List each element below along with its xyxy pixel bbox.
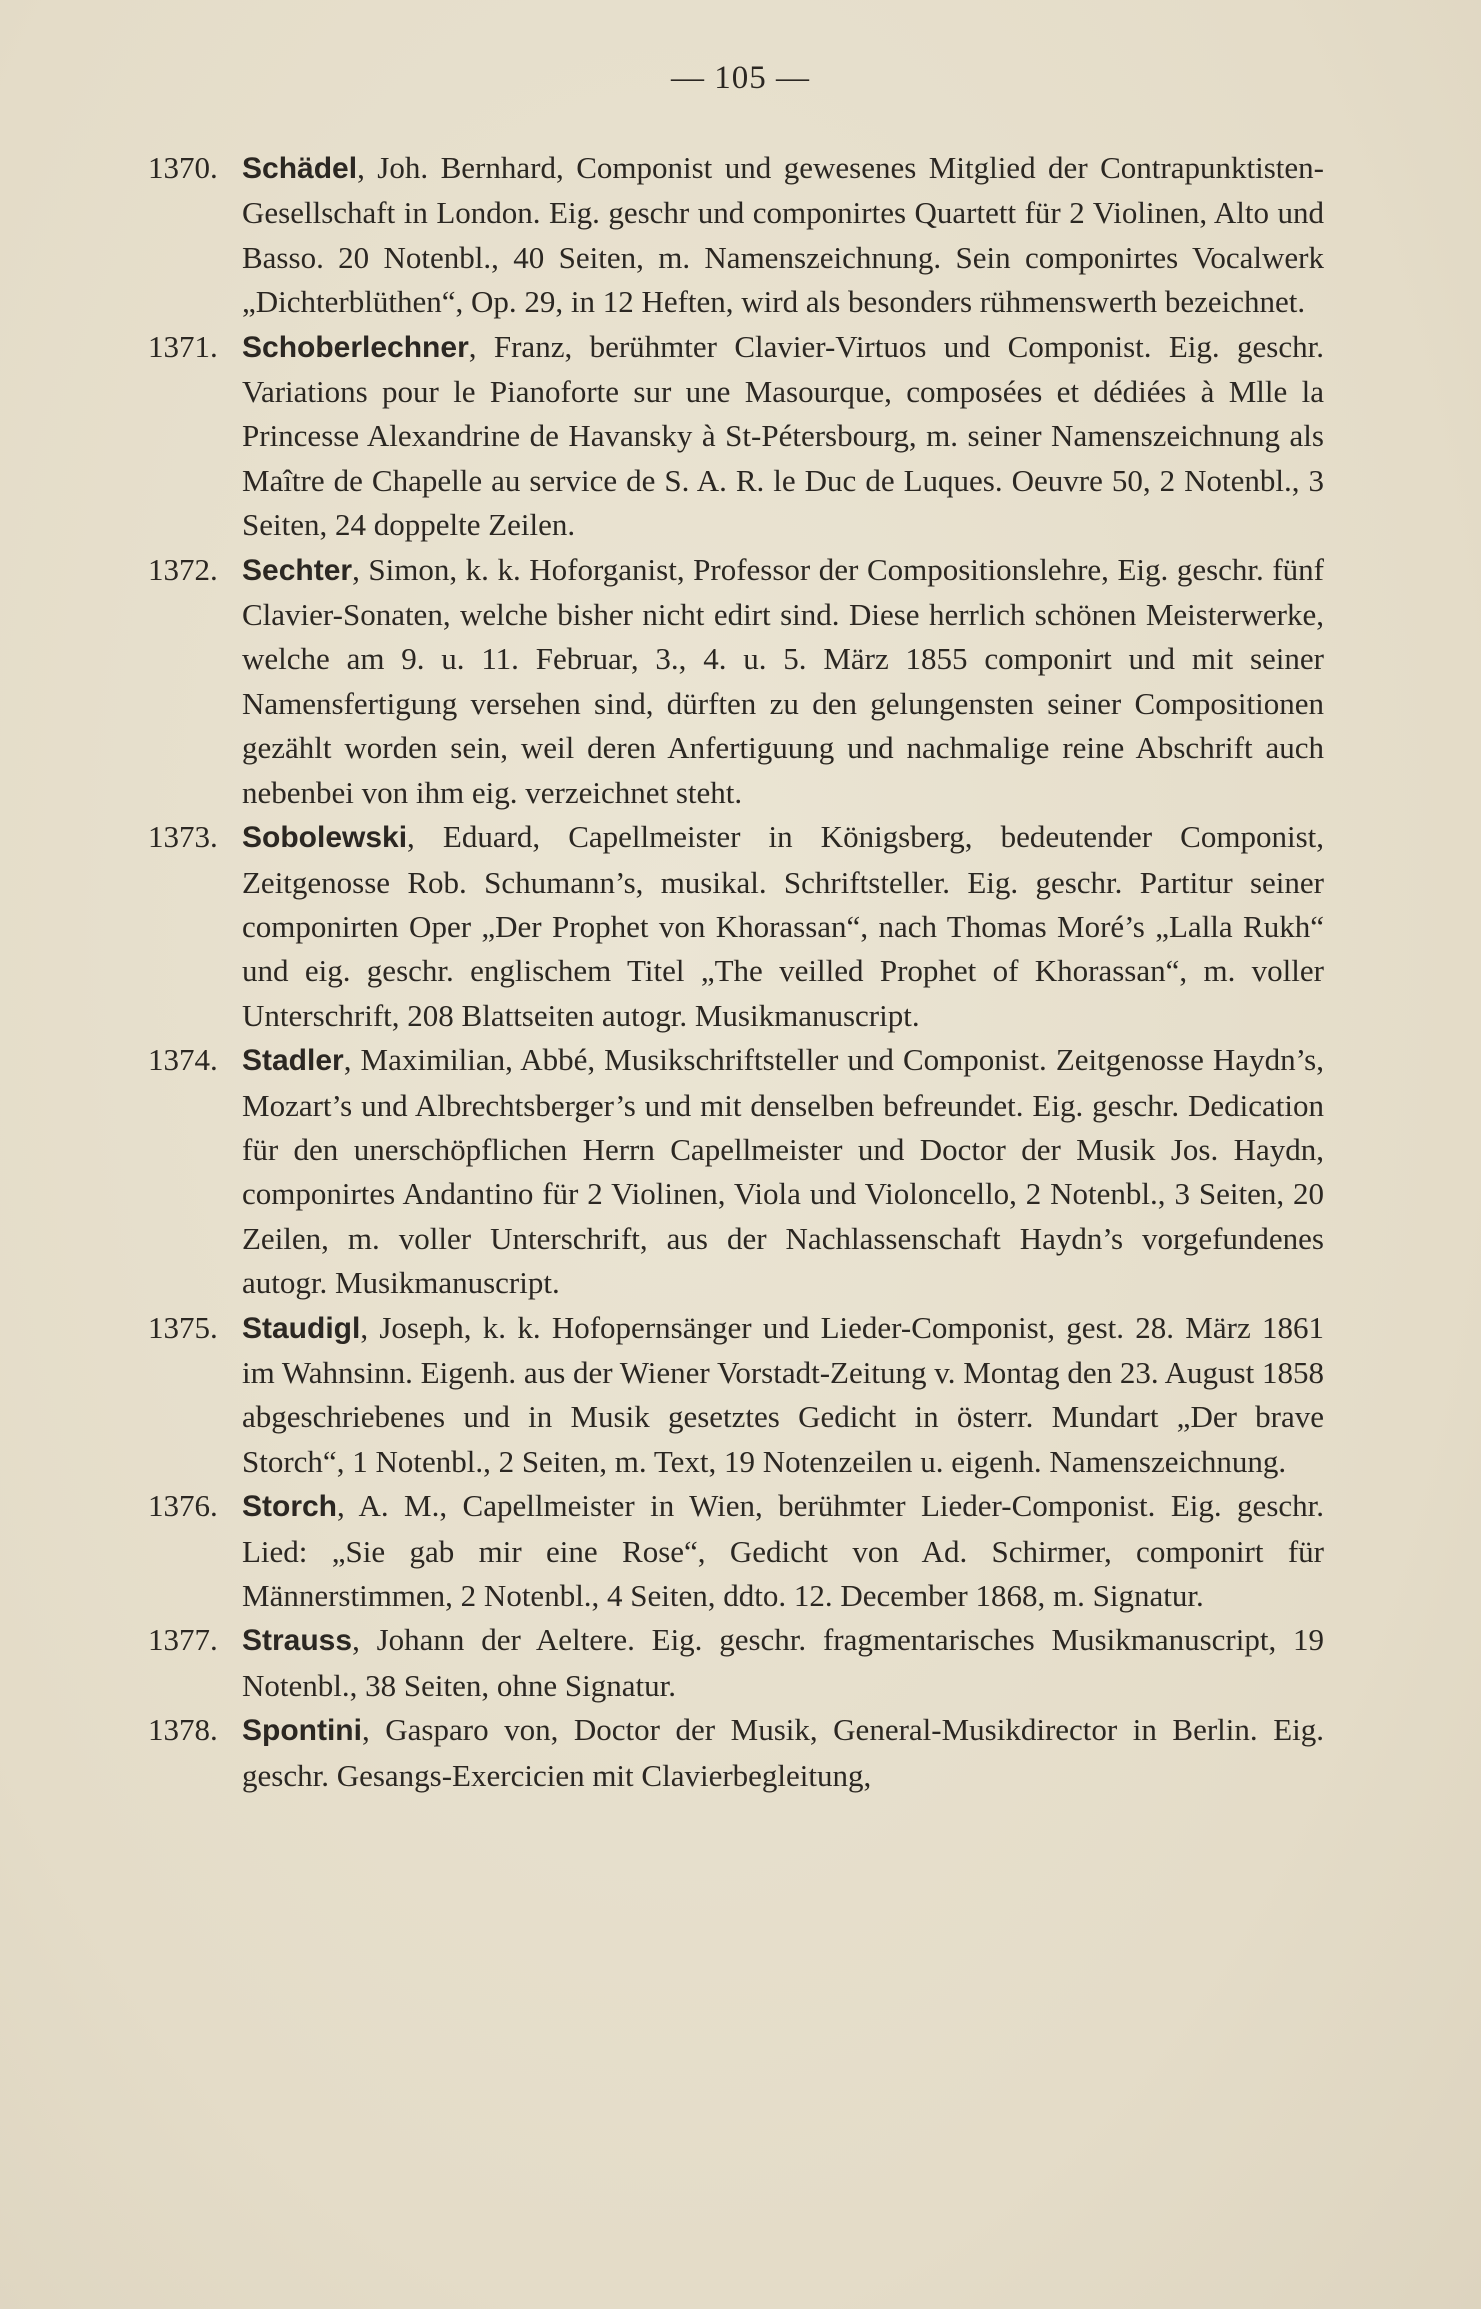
- entry-name: Sechter: [242, 553, 353, 587]
- entry-description: , Johann der Aeltere. Eig. geschr. fragmentarisches Musikmanuscript, 19 Notenbl., 38 Seiten, ohne Signatur.: [242, 1622, 1324, 1703]
- entry-number: 1377.: [148, 1622, 218, 1658]
- list-item: [148, 1306, 1324, 1485]
- list-item: [148, 325, 1324, 548]
- entry-description: , Joh. Bernhard, Componist und gewesenes Mitglied der Contrapunktisten-Gesellschaft in London. Eig. geschr und componirtes Quartett für 2 Violinen, Alto und Basso. 20 Notenbl., 40 Seiten, m. Namenszeichnung. Sein componirtes Vocalwerk „Dichterblüthen“, Op. 29, in 12 Heften, wird als besonders rühmenswerth bezeichnet.: [242, 150, 1324, 320]
- entry-name: Spontini: [242, 1714, 362, 1748]
- entry-text: [242, 1484, 1324, 1618]
- entry-description: , Maximilian, Abbé, Musikschriftsteller und Componist. Zeitgenosse Haydn’s, Mozart’s und Albrechtsberger’s und mit denselben befreundet. Eig. geschr. Dedication für den unerschöpflichen Herrn Capellmeister und Doctor der Musik Jos. Haydn, componirtes Andantino für 2 Violinen, Viola und Violoncello, 2 Notenbl., 3 Seiten, 20 Zeilen, m. voller Unterschrift, aus der Nachlassenschaft Haydn’s vorgefundenes autogr. Musikmanuscript.: [242, 1042, 1324, 1301]
- entry-description: , A. M., Capellmeister in Wien, berühmter Lieder-Componist. Eig. geschr. Lied: „Sie gab mir eine Rose“, Gedicht von Ad. Schirmer, componirt für Männerstimmen, 2 Notenbl., 4 Seiten, ddto. 12. December 1868, m. Signatur.: [242, 1488, 1324, 1613]
- entry-list: [148, 146, 1324, 1798]
- entry-number: 1373.: [148, 819, 218, 855]
- list-item: [148, 1618, 1324, 1708]
- entry-number: 1375.: [148, 1309, 218, 1345]
- list-item: [148, 1484, 1324, 1618]
- entry-text: [242, 1618, 1324, 1708]
- list-item: [148, 1708, 1324, 1798]
- entry-number: 1370.: [148, 150, 218, 185]
- entry-text: [242, 548, 1324, 815]
- entry-text: [242, 1708, 1324, 1798]
- entry-description: , Gasparo von, Doctor der Musik, General-Musikdirector in Berlin. Eig. geschr. Gesangs-Exercicien mit Clavierbegleitung,: [242, 1712, 1324, 1793]
- list-item: [148, 815, 1324, 1038]
- page-number: — 105 —: [671, 60, 810, 96]
- entry-number: 1372.: [148, 551, 218, 587]
- entry-name: Staudigl: [242, 1311, 361, 1345]
- entry-name: Storch: [242, 1490, 338, 1524]
- entry-name: Sobolewski: [242, 821, 408, 855]
- entry-name: Schoberlechner: [242, 330, 469, 364]
- entry-text: [242, 1306, 1324, 1485]
- entry-name: Schädel: [242, 152, 358, 185]
- entry-text: [242, 1038, 1324, 1305]
- entry-number: 1374.: [148, 1042, 218, 1078]
- entry-description: , Eduard, Capellmeister in Königsberg, bedeutender Componist, Zeitgenosse Rob. Schumann’s, musikal. Schriftsteller. Eig. geschr. Partitur seiner componirten Oper „Der Prophet von Khorassan“, nach Thomas Moré’s „Lalla Rukh“ und eig. geschr. englischem Titel „The veilled Prophet of Khorassan“, m. voller Unterschrift, 208 Blattseiten autogr. Musikmanuscript.: [242, 819, 1324, 1033]
- list-item: [148, 146, 1324, 325]
- entry-number: 1378.: [148, 1712, 218, 1748]
- entry-number: 1371.: [148, 328, 218, 364]
- entry-description: , Joseph, k. k. Hofopernsänger und Lieder-Componist, gest. 28. März 1861 im Wahnsinn. Eigenh. aus der Wiener Vorstadt-Zeitung v. Montag den 23. August 1858 abgeschriebenes und in Musik gesetztes Gedicht in österr. Mundart „Der brave Storch“, 1 Notenbl., 2 Seiten, m. Text, 19 Notenzeilen u. eigenh. Namenszeichnung.: [242, 1309, 1324, 1479]
- entry-text: [242, 146, 1324, 325]
- list-item: [148, 548, 1324, 815]
- entry-description: , Franz, berühmter Clavier-Virtuos und Componist. Eig. geschr. Variations pour le Pianoforte sur une Masourque, composées et dédiées à Mlle la Princesse Alexandrine de Havansky à St-Pétersbourg, m. seiner Namenszeichnung als Maître de Chapelle au service de S. A. R. le Duc de Luques. Oeuvre 50, 2 Notenbl., 3 Seiten, 24 doppelte Zeilen.: [242, 328, 1324, 543]
- entry-name: Strauss: [242, 1624, 353, 1658]
- entry-text: [242, 325, 1324, 548]
- entry-text: [242, 815, 1324, 1038]
- entry-description: , Simon, k. k. Hoforganist, Professor der Compositionslehre, Eig. geschr. fünf Clavier-Sonaten, welche bisher nicht edirt sind. Diese herrlich schönen Meisterwerke, welche am 9. u. 11. Februar, 3., 4. u. 5. März 1855 componirt und mit seiner Namensfertigung versehen sind, dürften zu den gelungensten seiner Compositionen gezählt worden sein, weil deren Anfertiguung und nachmalige reine Abschrift auch nebenbei von ihm eig. verzeichnet steht.: [242, 551, 1324, 810]
- entry-name: Stadler: [242, 1044, 344, 1078]
- list-item: [148, 1038, 1324, 1305]
- entry-number: 1376.: [148, 1488, 218, 1524]
